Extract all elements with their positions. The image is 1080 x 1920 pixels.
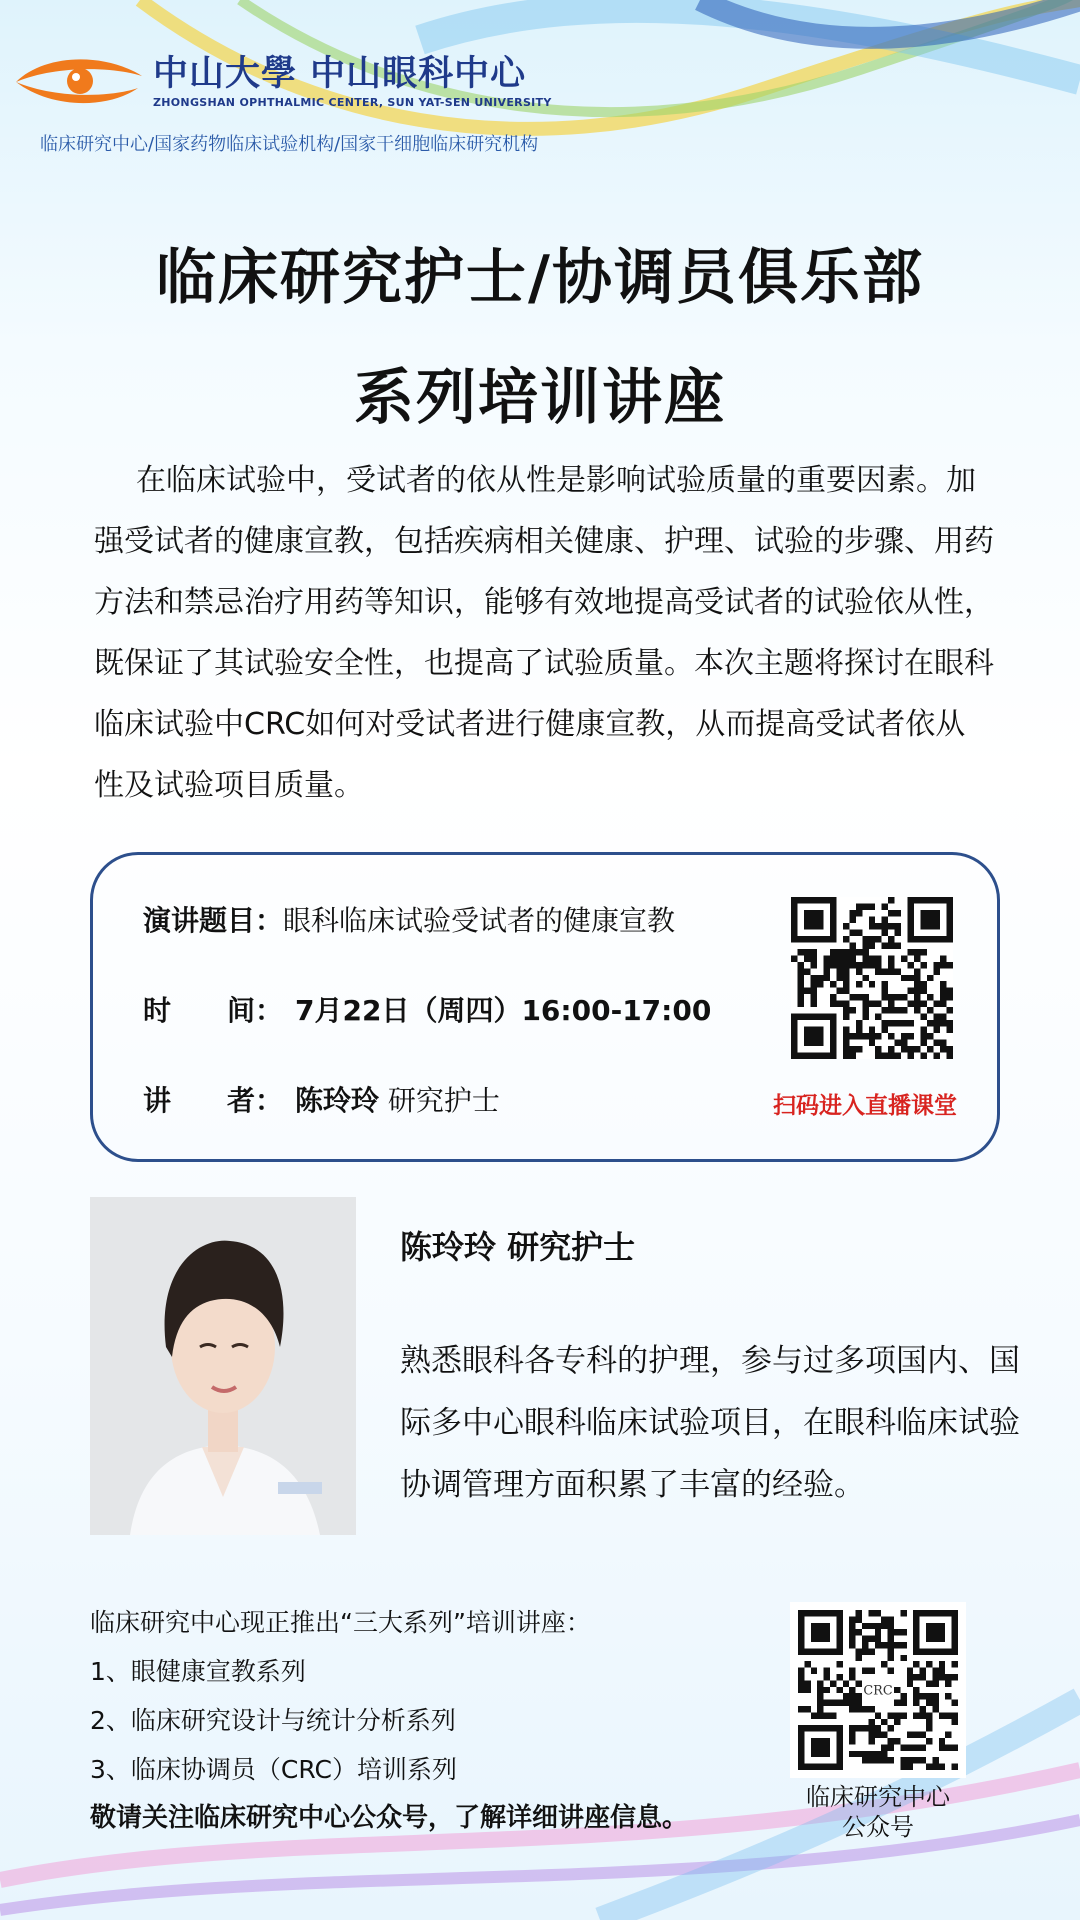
- page-title-line2: 系列培训讲座: [354, 363, 726, 433]
- speaker-label: 讲 者：: [143, 1084, 284, 1117]
- svg-text:CRC: CRC: [863, 1683, 893, 1699]
- live-qr-caption: 扫码进入直播课堂: [773, 1093, 957, 1119]
- series-intro: 临床研究中心现正推出“三大系列”培训讲座：: [90, 1608, 591, 1637]
- eye-logo-icon: [14, 52, 144, 112]
- time-row: [143, 989, 711, 1029]
- series-footer: 敬请关注临床研究中心公众号，了解详细讲座信息。: [90, 1803, 689, 1833]
- page-title-line1: 临床研究护士/协调员俱乐部: [156, 243, 924, 313]
- lecture-info-box: [90, 852, 1000, 1162]
- series-item-1: 1、眼健康宣教系列: [90, 1657, 306, 1686]
- live-qr-code[interactable]: [791, 897, 953, 1059]
- logo-text-en: ZHONGSHAN OPHTHALMIC CENTER, SUN YAT-SEN UNIVERSITY: [153, 96, 552, 109]
- topic-row: [143, 899, 675, 939]
- official-account-qr-wrapper: [790, 1602, 966, 1778]
- speaker-title: 研究护士: [379, 1084, 500, 1117]
- topic-label: 演讲题目：: [143, 904, 284, 937]
- time-label: 时 间：: [143, 994, 284, 1027]
- speaker-name: 陈玲玲: [295, 1084, 380, 1117]
- intro-paragraph: 在临床试验中，受试者的依从性是影响试验质量的重要因素。加强受试者的健康宣教，包括疾病相关健康、护理、试验的步骤、用药方法和禁忌治疗用药等知识，能够有效地提高受试者的试验依从性，既保证了其试验安全性，也提高了试验质量。本次主题将探讨在眼科临床试验中CRC如何对受试者进行健康宣教，从而提高受试者依从性及试验项目质量。: [94, 463, 994, 803]
- bio-text: 熟悉眼科各专科的护理，参与过多项国内、国际多中心眼科临床试验项目，在眼科临床试验协调管理方面积累了丰富的经验。: [400, 1343, 1020, 1503]
- institution-subline: 临床研究中心/国家药物临床试验机构/国家干细胞临床研究机构: [40, 134, 539, 155]
- header: [0, 0, 1080, 170]
- official-account-caption-line2: 公众号: [842, 1813, 914, 1841]
- speaker-photo: [90, 1197, 356, 1535]
- official-account-caption: [790, 1782, 966, 1842]
- series-section: [90, 1598, 688, 1843]
- series-item-3: 3、临床协调员（CRC）培训系列: [90, 1755, 457, 1784]
- official-account-caption-line1: 临床研究中心: [806, 1783, 950, 1811]
- bio-name: 陈玲玲 研究护士: [400, 1228, 636, 1266]
- topic-value: 眼科临床试验受试者的健康宣教: [283, 904, 676, 937]
- time-value: 7月22日（周四）16:00-17:00: [295, 994, 712, 1027]
- series-item-2: 2、临床研究设计与统计分析系列: [90, 1706, 456, 1735]
- speaker-row: [143, 1079, 500, 1119]
- official-account-qr-code[interactable]: [798, 1610, 958, 1770]
- logo-text-cn: 中山大學 中山眼科中心: [153, 54, 527, 94]
